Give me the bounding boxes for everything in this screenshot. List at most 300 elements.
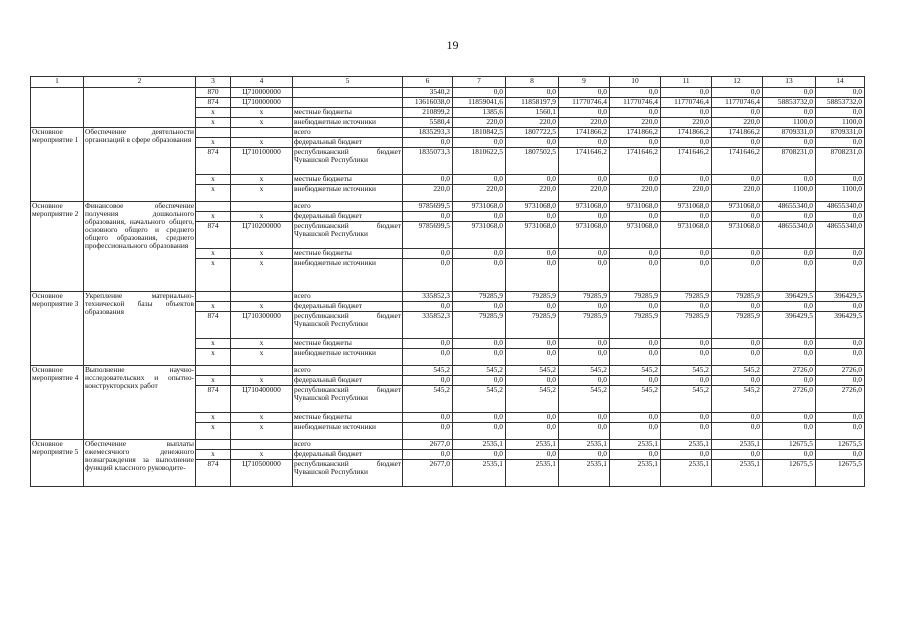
funding-source-cell: местные бюджеты [293, 413, 403, 423]
amount-cell: 0,0 [506, 413, 559, 423]
amount-cell: 0,0 [763, 349, 816, 366]
amount-cell: 2535,1 [610, 440, 661, 450]
amount-cell: 0,0 [763, 259, 816, 292]
amount-cell: 79285,9 [506, 312, 559, 339]
amount-cell: 0,0 [403, 175, 453, 185]
kbk-code-cell [231, 440, 293, 450]
amount-cell: 0,0 [610, 88, 661, 98]
amount-cell: 0,0 [763, 302, 816, 312]
amount-cell: 79285,9 [453, 312, 506, 339]
column-number-cell: 8 [506, 77, 559, 88]
kbk-code-cell: х [231, 118, 293, 128]
amount-cell: 0,0 [403, 249, 453, 259]
amount-cell: 0,0 [816, 413, 865, 423]
amount-cell: 0,0 [661, 413, 712, 423]
gr-code-cell: х [196, 339, 231, 349]
amount-cell: 9731068,0 [559, 202, 610, 212]
amount-cell: 0,0 [559, 249, 610, 259]
kbk-code-cell: х [231, 259, 293, 292]
amount-cell: 0,0 [816, 376, 865, 386]
amount-cell: 1741866,2 [559, 128, 610, 138]
amount-cell: 0,0 [712, 259, 763, 292]
amount-cell: 545,2 [610, 366, 661, 376]
amount-cell: 0,0 [506, 450, 559, 460]
amount-cell: 0,0 [816, 108, 865, 118]
amount-cell: 0,0 [661, 349, 712, 366]
amount-cell: 0,0 [712, 413, 763, 423]
amount-cell: 0,0 [506, 259, 559, 292]
gr-code-cell: 874 [196, 148, 231, 175]
amount-cell: 8708231,0 [763, 148, 816, 175]
kbk-code-cell: Ц710400000 [231, 386, 293, 413]
amount-cell: 0,0 [506, 339, 559, 349]
amount-cell: 0,0 [403, 138, 453, 148]
kbk-code-cell: Ц710300000 [231, 312, 293, 339]
amount-cell: 545,2 [559, 366, 610, 376]
amount-cell: 0,0 [763, 423, 816, 440]
amount-cell: 220,0 [403, 185, 453, 202]
amount-cell: 2726,0 [816, 386, 865, 413]
amount-cell: 0,0 [403, 349, 453, 366]
amount-cell: 0,0 [559, 259, 610, 292]
amount-cell: 0,0 [559, 138, 610, 148]
measure-title-cell: Основное мероприятие 2 [31, 202, 84, 292]
kbk-code-cell: х [231, 212, 293, 222]
amount-cell: 0,0 [610, 349, 661, 366]
amount-cell: 0,0 [816, 349, 865, 366]
amount-cell: 0,0 [712, 349, 763, 366]
amount-cell: 12675,5 [816, 440, 865, 450]
amount-cell: 0,0 [610, 138, 661, 148]
amount-cell: 2535,1 [559, 460, 610, 487]
kbk-code-cell: х [231, 339, 293, 349]
amount-cell: 0,0 [403, 212, 453, 222]
amount-cell: 545,2 [712, 386, 763, 413]
amount-cell: 0,0 [712, 212, 763, 222]
amount-cell: 9731068,0 [661, 222, 712, 249]
amount-cell: 0,0 [763, 339, 816, 349]
amount-cell: 0,0 [506, 175, 559, 185]
amount-cell: 12675,5 [816, 460, 865, 487]
amount-cell: 0,0 [559, 108, 610, 118]
amount-cell: 2535,1 [712, 440, 763, 450]
amount-cell: 0,0 [559, 376, 610, 386]
amount-cell: 1741866,2 [712, 128, 763, 138]
amount-cell: 0,0 [816, 259, 865, 292]
amount-cell: 0,0 [610, 175, 661, 185]
amount-cell: 0,0 [559, 349, 610, 366]
amount-cell: 9731068,0 [559, 222, 610, 249]
amount-cell: 79285,9 [559, 292, 610, 302]
amount-cell: 0,0 [712, 175, 763, 185]
amount-cell: 0,0 [610, 450, 661, 460]
amount-cell: 545,2 [712, 366, 763, 376]
kbk-code-cell: х [231, 450, 293, 460]
amount-cell: 0,0 [453, 259, 506, 292]
amount-cell: 0,0 [816, 249, 865, 259]
gr-code-cell: х [196, 118, 231, 128]
amount-cell: 0,0 [661, 376, 712, 386]
amount-cell: 8709331,0 [816, 128, 865, 138]
amount-cell: 545,2 [661, 366, 712, 376]
amount-cell: 2535,1 [506, 440, 559, 450]
amount-cell: 0,0 [712, 450, 763, 460]
funding-source-cell: всего [293, 128, 403, 138]
amount-cell: 2535,1 [506, 460, 559, 487]
amount-cell: 0,0 [763, 450, 816, 460]
amount-cell: 1385,6 [453, 108, 506, 118]
gr-code-cell: х [196, 259, 231, 292]
amount-cell: 1741866,2 [661, 128, 712, 138]
amount-cell: 79285,9 [712, 292, 763, 302]
kbk-code-cell [231, 292, 293, 302]
amount-cell: 0,0 [661, 302, 712, 312]
amount-cell: 1100,0 [763, 118, 816, 128]
amount-cell: 220,0 [559, 185, 610, 202]
funding-source-cell: внебюджетные источники [293, 423, 403, 440]
amount-cell: 0,0 [763, 376, 816, 386]
amount-cell: 0,0 [661, 88, 712, 98]
amount-cell: 0,0 [816, 212, 865, 222]
amount-cell: 11770746,4 [712, 98, 763, 108]
amount-cell: 0,0 [816, 450, 865, 460]
amount-cell: 0,0 [403, 376, 453, 386]
amount-cell: 79285,9 [506, 292, 559, 302]
kbk-code-cell: Ц710000000 [231, 88, 293, 98]
funding-source-cell: федеральный бюджет [293, 138, 403, 148]
amount-cell: 0,0 [712, 423, 763, 440]
amount-cell: 2535,1 [453, 440, 506, 450]
funding-source-cell: внебюджетные источники [293, 259, 403, 292]
funding-source-cell: федеральный бюджет [293, 376, 403, 386]
column-number-cell: 9 [559, 77, 610, 88]
gr-code-cell: х [196, 450, 231, 460]
amount-cell: 0,0 [403, 259, 453, 292]
amount-cell: 0,0 [610, 413, 661, 423]
amount-cell: 9731068,0 [453, 222, 506, 249]
funding-source-cell: местные бюджеты [293, 108, 403, 118]
amount-cell: 0,0 [712, 249, 763, 259]
amount-cell: 0,0 [763, 138, 816, 148]
amount-cell: 0,0 [453, 349, 506, 366]
amount-cell: 58853732,0 [763, 98, 816, 108]
amount-cell: 545,2 [403, 386, 453, 413]
amount-cell: 8708231,0 [816, 148, 865, 175]
amount-cell: 396429,5 [763, 312, 816, 339]
amount-cell: 545,2 [610, 386, 661, 413]
amount-cell: 9731068,0 [610, 222, 661, 249]
amount-cell: 0,0 [506, 302, 559, 312]
amount-cell: 1741646,2 [559, 148, 610, 175]
amount-cell: 545,2 [506, 366, 559, 376]
amount-cell: 545,2 [559, 386, 610, 413]
measure-description-cell: Обеспечение деятельности организаций в сфере образования [84, 128, 196, 202]
page-number: 19 [446, 38, 459, 52]
amount-cell: 0,0 [712, 376, 763, 386]
amount-cell: 0,0 [661, 212, 712, 222]
column-number-cell: 5 [293, 77, 403, 88]
amount-cell: 12675,5 [763, 460, 816, 487]
measure-title-cell: Основное мероприятие 5 [31, 440, 84, 487]
amount-cell: 0,0 [453, 249, 506, 259]
amount-cell: 0,0 [712, 339, 763, 349]
amount-cell: 2535,1 [661, 460, 712, 487]
amount-cell: 79285,9 [610, 292, 661, 302]
column-number-cell: 3 [196, 77, 231, 88]
amount-cell: 2677,0 [403, 460, 453, 487]
amount-cell: 12675,5 [763, 440, 816, 450]
measure-description-cell: Обеспечение выплаты ежемесячного денежного вознаграждения за выполнение функций классного руководите- [84, 440, 196, 487]
funding-source-cell [293, 98, 403, 108]
funding-source-cell [293, 88, 403, 98]
amount-cell: 0,0 [610, 302, 661, 312]
measure-title-cell: Основное мероприятие 1 [31, 128, 84, 202]
funding-source-cell: внебюджетные источники [293, 118, 403, 128]
amount-cell: 396429,5 [816, 312, 865, 339]
amount-cell: 0,0 [763, 108, 816, 118]
gr-code-cell: 874 [196, 312, 231, 339]
kbk-code-cell: Ц710000000 [231, 98, 293, 108]
amount-cell: 0,0 [661, 450, 712, 460]
kbk-code-cell: х [231, 302, 293, 312]
funding-source-cell: республиканский бюджет Чувашской Республики [293, 148, 403, 175]
gr-code-cell: 874 [196, 98, 231, 108]
amount-cell: 220,0 [453, 185, 506, 202]
amount-cell: 0,0 [453, 450, 506, 460]
amount-cell: 0,0 [661, 175, 712, 185]
funding-source-cell: местные бюджеты [293, 175, 403, 185]
amount-cell: 335852,3 [403, 312, 453, 339]
amount-cell: 0,0 [403, 423, 453, 440]
amount-cell: 1741646,2 [712, 148, 763, 175]
measure-title-cell: Основное мероприятие 3 [31, 292, 84, 366]
amount-cell: 9785699,5 [403, 202, 453, 212]
amount-cell: 0,0 [763, 88, 816, 98]
column-number-cell: 13 [763, 77, 816, 88]
amount-cell: 48655340,0 [763, 222, 816, 249]
amount-cell: 0,0 [453, 376, 506, 386]
gr-code-cell: х [196, 302, 231, 312]
kbk-code-cell: Ц710500000 [231, 460, 293, 487]
kbk-code-cell: х [231, 349, 293, 366]
funding-source-cell: местные бюджеты [293, 339, 403, 349]
amount-cell: 0,0 [506, 349, 559, 366]
gr-code-cell [196, 366, 231, 376]
gr-code-cell: х [196, 423, 231, 440]
kbk-code-cell [231, 366, 293, 376]
amount-cell: 220,0 [661, 185, 712, 202]
amount-cell: 220,0 [506, 185, 559, 202]
amount-cell: 0,0 [506, 138, 559, 148]
amount-cell: 0,0 [506, 249, 559, 259]
gr-code-cell: 874 [196, 222, 231, 249]
amount-cell: 0,0 [453, 88, 506, 98]
amount-cell: 0,0 [816, 138, 865, 148]
column-number-cell: 7 [453, 77, 506, 88]
amount-cell: 220,0 [506, 118, 559, 128]
amount-cell: 79285,9 [453, 292, 506, 302]
amount-cell: 48655340,0 [816, 222, 865, 249]
amount-cell: 58853732,0 [816, 98, 865, 108]
amount-cell: 0,0 [559, 88, 610, 98]
amount-cell: 9731068,0 [506, 202, 559, 212]
amount-cell: 0,0 [763, 249, 816, 259]
amount-cell: 545,2 [506, 386, 559, 413]
amount-cell: 11770746,4 [610, 98, 661, 108]
amount-cell: 220,0 [559, 118, 610, 128]
amount-cell: 0,0 [661, 423, 712, 440]
column-number-row [31, 77, 865, 88]
kbk-code-cell: х [231, 108, 293, 118]
amount-cell: 8709331,0 [763, 128, 816, 138]
amount-cell: 0,0 [559, 423, 610, 440]
funding-source-cell: всего [293, 440, 403, 450]
kbk-code-cell: х [231, 185, 293, 202]
amount-cell: 79285,9 [661, 292, 712, 302]
amount-cell: 220,0 [610, 118, 661, 128]
column-number-cell: 11 [661, 77, 712, 88]
amount-cell: 0,0 [610, 339, 661, 349]
amount-cell: 220,0 [661, 118, 712, 128]
measure-title-cell: Основное мероприятие 4 [31, 366, 84, 440]
gr-code-cell: 874 [196, 460, 231, 487]
gr-code-cell: 874 [196, 386, 231, 413]
amount-cell: 1560,1 [506, 108, 559, 118]
funding-source-cell: федеральный бюджет [293, 450, 403, 460]
amount-cell: 79285,9 [661, 312, 712, 339]
amount-cell: 0,0 [712, 88, 763, 98]
column-number-cell: 12 [712, 77, 763, 88]
kbk-code-cell: х [231, 376, 293, 386]
amount-cell: 0,0 [763, 413, 816, 423]
gr-code-cell: х [196, 138, 231, 148]
amount-cell: 1835073,3 [403, 148, 453, 175]
amount-cell: 0,0 [610, 108, 661, 118]
amount-cell: 0,0 [559, 450, 610, 460]
amount-cell: 9731068,0 [453, 202, 506, 212]
amount-cell: 9785699,5 [403, 222, 453, 249]
amount-cell: 0,0 [763, 212, 816, 222]
amount-cell: 0,0 [453, 423, 506, 440]
amount-cell: 5580,4 [403, 118, 453, 128]
kbk-code-cell: х [231, 423, 293, 440]
gr-code-cell: 870 [196, 88, 231, 98]
amount-cell: 0,0 [816, 339, 865, 349]
amount-cell: 3540,2 [403, 88, 453, 98]
amount-cell: 545,2 [661, 386, 712, 413]
amount-cell: 0,0 [453, 413, 506, 423]
gr-code-cell [196, 202, 231, 212]
amount-cell: 79285,9 [559, 312, 610, 339]
column-number-cell: 10 [610, 77, 661, 88]
funding-source-cell: республиканский бюджет Чувашской Республики [293, 312, 403, 339]
amount-cell: 545,2 [453, 366, 506, 376]
amount-cell: 1741646,2 [661, 148, 712, 175]
amount-cell: 13616038,0 [403, 98, 453, 108]
amount-cell: 2535,1 [559, 440, 610, 450]
gr-code-cell: х [196, 349, 231, 366]
amount-cell: 9731068,0 [712, 222, 763, 249]
amount-cell: 0,0 [559, 302, 610, 312]
amount-cell: 1741646,2 [610, 148, 661, 175]
table-row [31, 202, 865, 212]
measure-description-cell: Выполнение научно-исследовательских и опытно-конструкторских работ [84, 366, 196, 440]
kbk-code-cell: х [231, 249, 293, 259]
column-number-cell: 14 [816, 77, 865, 88]
budget-table [30, 76, 865, 487]
amount-cell: 1807722,5 [506, 128, 559, 138]
amount-cell: 9731068,0 [506, 222, 559, 249]
amount-cell: 0,0 [661, 249, 712, 259]
amount-cell: 0,0 [403, 413, 453, 423]
amount-cell: 0,0 [453, 339, 506, 349]
gr-code-cell: х [196, 108, 231, 118]
gr-code-cell: х [196, 175, 231, 185]
amount-cell: 0,0 [661, 259, 712, 292]
funding-source-cell: всего [293, 202, 403, 212]
funding-source-cell: федеральный бюджет [293, 302, 403, 312]
amount-cell: 0,0 [816, 423, 865, 440]
amount-cell: 0,0 [506, 423, 559, 440]
amount-cell: 79285,9 [610, 312, 661, 339]
funding-source-cell: всего [293, 292, 403, 302]
gr-code-cell [196, 128, 231, 138]
amount-cell: 0,0 [559, 413, 610, 423]
amount-cell: 1100,0 [763, 185, 816, 202]
amount-cell: 2726,0 [763, 386, 816, 413]
gr-code-cell: х [196, 413, 231, 423]
amount-cell: 48655340,0 [816, 202, 865, 212]
amount-cell: 335852,3 [403, 292, 453, 302]
gr-code-cell: х [196, 212, 231, 222]
measure-title-cell [31, 88, 84, 128]
amount-cell: 220,0 [712, 185, 763, 202]
amount-cell: 1100,0 [816, 185, 865, 202]
amount-cell: 2535,1 [661, 440, 712, 450]
amount-cell: 0,0 [661, 108, 712, 118]
funding-source-cell: республиканский бюджет Чувашской Республики [293, 222, 403, 249]
amount-cell: 48655340,0 [763, 202, 816, 212]
funding-source-cell: республиканский бюджет Чувашской Республики [293, 386, 403, 413]
amount-cell: 0,0 [610, 212, 661, 222]
amount-cell: 396429,5 [816, 292, 865, 302]
amount-cell: 2535,1 [453, 460, 506, 487]
amount-cell: 0,0 [559, 212, 610, 222]
column-number-cell: 6 [403, 77, 453, 88]
amount-cell: 1810622,5 [453, 148, 506, 175]
funding-source-cell: внебюджетные источники [293, 349, 403, 366]
amount-cell: 1835293,3 [403, 128, 453, 138]
amount-cell: 2726,0 [816, 366, 865, 376]
gr-code-cell: х [196, 249, 231, 259]
amount-cell: 0,0 [610, 259, 661, 292]
funding-source-cell: внебюджетные источники [293, 185, 403, 202]
amount-cell: 0,0 [506, 88, 559, 98]
amount-cell: 0,0 [559, 175, 610, 185]
gr-code-cell [196, 292, 231, 302]
measure-description-cell [84, 88, 196, 128]
amount-cell: 9731068,0 [661, 202, 712, 212]
amount-cell: 0,0 [816, 88, 865, 98]
amount-cell: 0,0 [453, 212, 506, 222]
amount-cell: 220,0 [610, 185, 661, 202]
amount-cell: 0,0 [610, 249, 661, 259]
funding-source-cell: местные бюджеты [293, 249, 403, 259]
kbk-code-cell [231, 202, 293, 212]
amount-cell: 9731068,0 [610, 202, 661, 212]
kbk-code-cell: х [231, 138, 293, 148]
gr-code-cell: х [196, 376, 231, 386]
